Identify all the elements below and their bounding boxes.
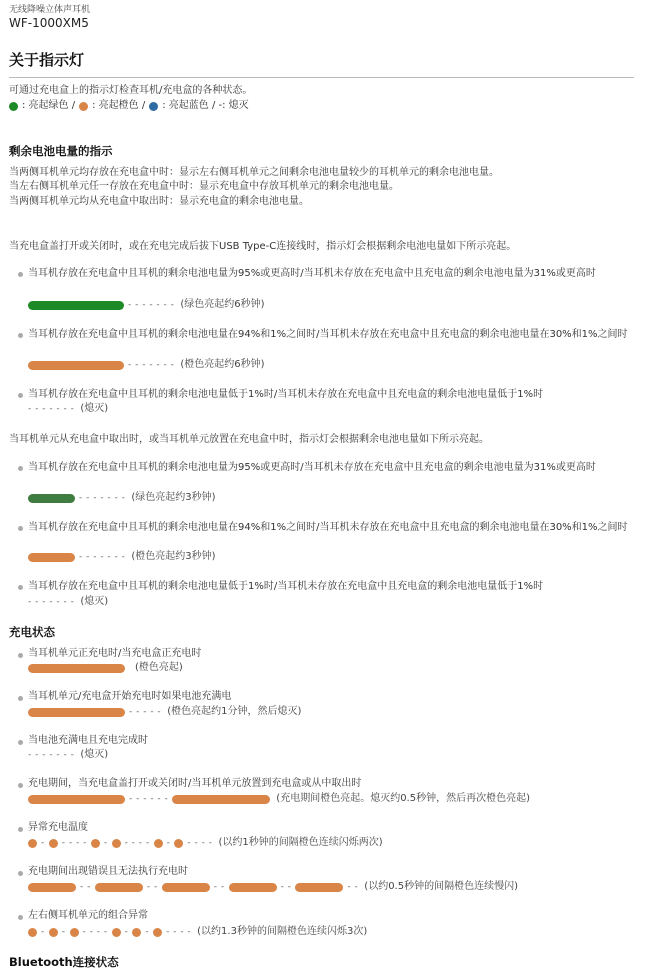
orange-blink-dot	[49, 839, 58, 848]
list-item: 当耳机存放在充电盒中且耳机的剩余电池电量为95%或更高时/当耳机未存放在充电盒中且充电盒的剩余电池电量为31%或更高时	[28, 462, 596, 473]
off-dashes: - - - - - - -	[28, 597, 75, 607]
off-dashes: - -	[146, 882, 158, 892]
pattern-note: (熄灭)	[80, 596, 109, 607]
orange-blink-dot	[112, 928, 121, 937]
list-item: 充电期间，当充电盒盖打开或关闭时/当耳机单元放置到充电盒或从中取出时	[28, 778, 362, 789]
page-title: 关于指示灯	[9, 51, 85, 69]
off-dash: -	[41, 927, 45, 937]
list-item: 当耳机存放在充电盒中且耳机的剩余电池电量在94%和1%之间时/当耳机未存放在充电盒中且充电盒的剩余电池电量在30%和1%之间时	[28, 329, 628, 340]
battery-line: 当两侧耳机单元均存放在充电盒中时：显示左右侧耳机单元之间剩余电池电量较少的耳机单元的剩余电池电量。	[9, 167, 499, 178]
list-item: 异常充电温度	[28, 822, 88, 833]
earbud-move-intro: 当耳机单元从充电盒中取出时，或当耳机单元放置在充电盒中时，指示灯会根据剩余电池电量如下所示亮起。	[9, 434, 489, 445]
orange-light-segment	[28, 883, 76, 892]
bullet-icon	[18, 526, 23, 531]
color-legend	[9, 99, 249, 113]
indicator-pattern	[28, 926, 367, 938]
bullet-icon	[18, 696, 23, 701]
off-dashes: - - - - - -	[129, 794, 169, 804]
orange-light-segment	[28, 553, 75, 562]
pattern-note: (充电期间橙色亮起。熄灭约0.5秒钟，然后再次橙色亮起)	[276, 793, 531, 804]
pattern-note: (熄灭)	[80, 403, 109, 414]
bullet-icon	[18, 783, 23, 788]
pattern-note: (熄灭)	[80, 749, 109, 760]
orange-light-segment	[28, 664, 125, 673]
orange-light-segment	[162, 883, 210, 892]
orange-blink-dot	[28, 839, 37, 848]
off-dashes: - - - - -	[129, 707, 162, 717]
off-dash: -	[166, 838, 171, 848]
orange-light-segment	[295, 883, 343, 892]
list-item: 充电期间出现错误且无法执行充电时	[28, 866, 188, 877]
off-dashes: - -	[347, 882, 359, 892]
off-dashes: - - - -	[124, 838, 150, 848]
blue-dot-icon	[149, 102, 158, 111]
orange-blink-dot	[112, 839, 121, 848]
indicator-pattern	[28, 359, 265, 371]
indicator-pattern	[28, 403, 108, 415]
bullet-icon	[18, 871, 23, 876]
pattern-note: (橙色亮起约3秒钟)	[131, 551, 216, 562]
list-item: 当耳机单元正充电时/当充电盒正充电时	[28, 648, 202, 659]
product-model: WF-1000XM5	[9, 16, 89, 30]
off-dashes: - - - - - - -	[28, 750, 75, 760]
off-dash: -	[41, 838, 45, 848]
bullet-icon	[18, 740, 23, 745]
off-dash: -	[124, 927, 129, 937]
indicator-pattern	[28, 551, 216, 563]
orange-blink-dot	[132, 928, 141, 937]
orange-light-segment	[172, 795, 270, 804]
orange-blink-dot	[154, 839, 163, 848]
indicator-pattern	[28, 793, 530, 805]
orange-blink-dot	[70, 928, 79, 937]
orange-blink-dot	[28, 928, 37, 937]
off-dashes: - - - - - - -	[79, 552, 126, 562]
green-light-segment	[28, 301, 124, 310]
indicator-pattern	[28, 662, 183, 674]
orange-blink-dot	[174, 839, 183, 848]
orange-blink-dot	[49, 928, 58, 937]
legend-orange: : 亮起橙色 /	[92, 100, 146, 111]
orange-light-segment	[28, 708, 125, 717]
orange-light-segment	[95, 883, 143, 892]
off-dashes: - -	[80, 882, 91, 892]
list-item: 当耳机单元/充电盒开始充电时如果电池充满电	[28, 691, 232, 702]
battery-line: 当左右侧耳机单元任一存放在充电盒中时：显示充电盒中存放耳机单元的剩余电池电量。	[9, 181, 399, 192]
bullet-icon	[18, 272, 23, 277]
intro-text: 可通过充电盒上的指示灯检查耳机/充电盒的各种状态。	[9, 85, 253, 96]
bullet-icon	[18, 466, 23, 471]
indicator-pattern	[28, 749, 108, 761]
orange-blink-dot	[91, 839, 100, 848]
green-dot-icon	[9, 102, 18, 111]
bullet-icon	[18, 585, 23, 590]
indicator-pattern	[28, 596, 108, 608]
green-light-segment	[28, 494, 75, 503]
legend-blue: : 亮起蓝色 / -: 熄灭	[162, 100, 249, 111]
list-item: 当耳机存放在充电盒中且耳机的剩余电池电量低于1%时/当耳机未存放在充电盒中且充电盒的剩余电池电量低于1%时	[28, 581, 544, 592]
legend-green: : 亮起绿色 /	[22, 100, 76, 111]
case-open-intro: 当充电盒盖打开或关闭时，或在充电完成后拔下USB Type-C连接线时，指示灯会根据剩余电池电量如下所示亮起。	[9, 241, 517, 252]
pattern-note: (以约1.3秒钟的间隔橙色连续闪烁3次)	[197, 926, 368, 937]
charging-heading: 充电状态	[9, 625, 55, 639]
orange-dot-icon	[79, 102, 88, 111]
pattern-note: (橙色亮起)	[135, 662, 183, 673]
off-dash: -	[145, 927, 150, 937]
off-dashes: - -	[280, 882, 292, 892]
product-line: 无线降噪立体声耳机	[9, 5, 91, 15]
orange-blink-dot	[153, 928, 162, 937]
list-item: 左右侧耳机单元的组合异常	[28, 910, 148, 921]
off-dashes: - - - -	[82, 927, 108, 937]
off-dashes: - - - -	[187, 838, 213, 848]
bullet-icon	[18, 393, 23, 398]
pattern-note: (以约0.5秒钟的间隔橙色连续慢闪)	[364, 881, 519, 892]
off-dashes: - - - - - - -	[128, 300, 175, 310]
off-dashes: - -	[213, 882, 225, 892]
pattern-note: (橙色亮起约6秒钟)	[180, 359, 265, 370]
off-dashes: - - - - - - -	[128, 360, 175, 370]
off-dashes: - - - -	[61, 838, 87, 848]
pattern-note: (以约1秒钟的间隔橙色连续闪烁两次)	[218, 837, 383, 848]
battery-line: 当两侧耳机单元均从充电盒中取出时：显示充电盒的剩余电池电量。	[9, 196, 309, 207]
pattern-note: (橙色亮起约1分钟，然后熄灭)	[167, 706, 302, 717]
list-item: 当耳机存放在充电盒中且耳机的剩余电池电量低于1%时/当耳机未存放在充电盒中且充电盒的剩余电池电量低于1%时	[28, 389, 544, 400]
indicator-pattern	[28, 492, 216, 504]
pattern-note: (绿色亮起约3秒钟)	[131, 492, 216, 503]
off-dash: -	[103, 838, 108, 848]
off-dashes: - - - - - - -	[28, 404, 75, 414]
off-dash: -	[61, 927, 66, 937]
indicator-pattern	[28, 881, 518, 893]
orange-light-segment	[28, 795, 125, 804]
bullet-icon	[18, 653, 23, 658]
off-dashes: - - - - - - -	[79, 493, 126, 503]
list-item: 当电池充满电且充电完成时	[28, 735, 148, 746]
list-item: 当耳机存放在充电盒中且耳机的剩余电池电量在94%和1%之间时/当耳机未存放在充电盒中且充电盒的剩余电池电量在30%和1%之间时	[28, 522, 628, 533]
bluetooth-heading: Bluetooth连接状态	[9, 955, 119, 969]
list-item: 当耳机存放在充电盒中且耳机的剩余电池电量为95%或更高时/当耳机未存放在充电盒中且充电盒的剩余电池电量为31%或更高时	[28, 268, 596, 279]
off-dashes: - - - -	[166, 927, 192, 937]
orange-light-segment	[28, 361, 124, 370]
battery-heading: 剩余电池电量的指示	[9, 144, 113, 158]
bullet-icon	[18, 915, 23, 920]
orange-light-segment	[229, 883, 277, 892]
indicator-pattern	[28, 837, 383, 849]
indicator-pattern	[28, 706, 301, 718]
indicator-pattern	[28, 299, 265, 311]
pattern-note: (绿色亮起约6秒钟)	[180, 299, 265, 310]
bullet-icon	[18, 827, 23, 832]
title-divider	[9, 77, 634, 78]
bullet-icon	[18, 333, 23, 338]
